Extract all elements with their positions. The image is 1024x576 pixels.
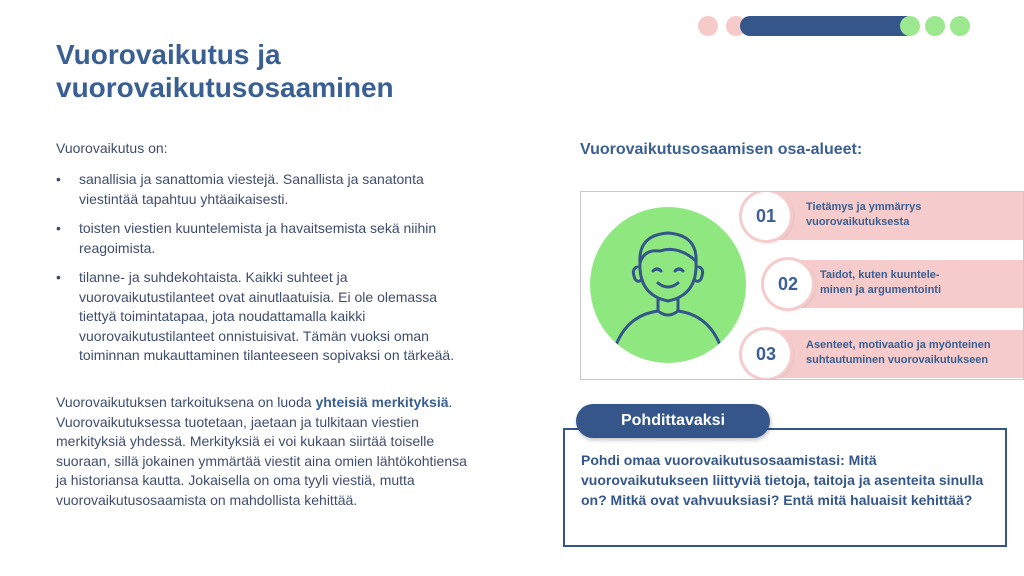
area-label-3: Asenteet, motivaatio ja myönteinen suhtautuminen vuorovaikutukseen: [806, 339, 991, 366]
area-label-2: Taidot, kuten kuuntele- minen ja argumentointi: [820, 269, 942, 296]
paragraph-text-start: Vuorovaikutuksen tarkoituksena on luoda: [56, 394, 316, 410]
reflection-text: Pohdi omaa vuorovaikutusosaamistasi: Mitä vuorovaikutukseen liittyviä tietoja, taitoja ja asenteita sinulla on? Mitkä ovat vahvuuksiasi? Entä mitä haluaisit kehittää?: [581, 452, 984, 508]
area-label-1: Tietämys ja ymmärrys vuorovaikutuksesta: [806, 201, 922, 228]
intro-text: Vuorovaikutus on:: [56, 140, 168, 156]
bullet-marker: •: [56, 171, 61, 187]
area-row-2: [764, 260, 1024, 308]
paragraph-text-end: . Vuorovaikutuksessa tuotetaan, jaetaan ja tulkitaan viestien merkityksiä yhdessä. Merkityksiä ei voi kukaan siirtää toiselle suoraan, sillä jokainen ymmärtää viestit aina omien lähtökohtiensa ja historiansa kautta. Jokaisella on oma tyyli viestiä, mutta vuorovaikutusosaamista on mahdollista kehittää.: [56, 394, 467, 508]
list-item-text: toisten viestien kuuntelemista ja havaitsemista sekä niihin reagoimista.: [79, 220, 437, 256]
areas-heading: Vuorovaikutusosaamisen osa-alueet:: [580, 141, 863, 158]
list-item: [56, 170, 476, 209]
decor-dot-green-2: [925, 16, 945, 36]
decor-dot-pink-1: [698, 16, 718, 36]
person-avatar-icon: [588, 205, 748, 365]
bullet-marker: •: [56, 269, 61, 285]
list-item-text: sanallisia ja sanattomia viestejä. Sanallista ja sanatonta viestintää tapahtuu yhtäaikaisesti.: [79, 171, 424, 207]
reflection-box: [563, 428, 1007, 547]
page-title: Vuorovaikutus ja vuorovaikutusosaaminen: [56, 39, 394, 103]
bullet-list: [56, 170, 476, 376]
body-paragraph: [56, 393, 474, 510]
areas-illustration: [580, 191, 1024, 380]
reflection-label: Pohdittavaksi: [576, 404, 770, 438]
list-item: [56, 268, 476, 366]
bullet-marker: •: [56, 220, 61, 236]
area-number-2: 02: [764, 260, 812, 308]
decor-dot-green-3: [950, 16, 970, 36]
area-number-1: 01: [742, 192, 790, 240]
area-row-1: [742, 192, 1024, 240]
list-item-text: tilanne- ja suhdekohtaista. Kaikki suhteet ja vuorovaikutustilanteet ovat ainutlaatuisia. Ei ole olemassa tiettyä toimintatapaa, jota noudattamalla kaikki vuorovaikutustilanteet onnistuisivat. Tämän vuoksi oman toiminnan mukauttaminen tilanteeseen sopivaksi on tärkeää.: [79, 269, 455, 363]
decor-dot-green-1: [900, 16, 920, 36]
area-row-3: [742, 330, 1024, 378]
paragraph-bold-term: yhteisiä merkityksiä: [315, 394, 449, 410]
decor-bar: [740, 16, 916, 36]
list-item: [56, 219, 476, 258]
area-number-3: 03: [742, 330, 790, 378]
